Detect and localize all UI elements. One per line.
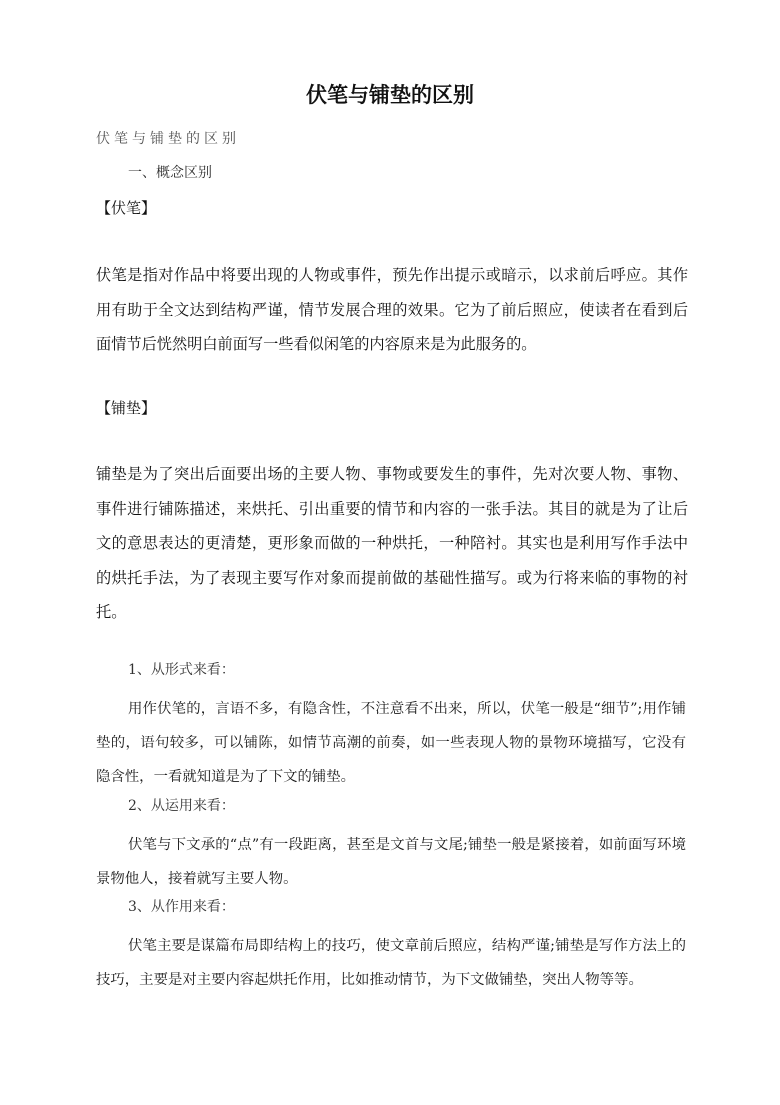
heading-fubi: 【伏笔】 bbox=[96, 199, 157, 217]
document-title: 伏笔与铺垫的区别 bbox=[306, 83, 474, 107]
heading-pudian: 【铺垫】 bbox=[96, 399, 157, 417]
paragraph-compare-form: 用作伏笔的，言语不多，有隐含性，不注意看不出来，所以，伏笔一般是“细节”;用作铺垫的，语句较多，可以铺陈，如情节高潮的前奏，如一些表现人物的景物环境描写，它没有隐含性，一看就知道是为了下文的铺垫。 bbox=[96, 701, 686, 785]
document-subtitle: 伏笔与铺垫的区别 bbox=[96, 131, 240, 147]
paragraph-pudian: 铺垫是为了突出后面要出场的主要人物、事物或要发生的事件，先对次要人物、事物、事件进行铺陈描述，来烘托、引出重要的情节和内容的一张手法。其目的就是为了让后文的意思表达的更清楚，更形象而做的一种烘托，一种陪衬。其实也是利用写作手法中的烘托手法，为了表现主要写作对象而提前做的基础性描写。或为行将来临的事物的衬托。 bbox=[96, 466, 688, 621]
paragraph-compare-function: 伏笔主要是谋篇布局即结构上的技巧，使文章前后照应，结构严谨;铺垫是写作方法上的技巧，主要是对主要内容起烘托作用，比如推动情节，为下文做铺垫，突出人物等等。 bbox=[96, 938, 686, 988]
paragraph-compare-usage: 伏笔与下文承的“点”有一段距离，甚至是文首与文尾;铺垫一般是紧接着，如前面写环境景物他人，接着就写主要人物。 bbox=[96, 837, 686, 887]
heading-compare-usage: 2、从运用来看： bbox=[128, 798, 235, 814]
heading-compare-function: 3、从作用来看： bbox=[128, 899, 235, 915]
section-heading-concept: 一、概念区别 bbox=[128, 165, 212, 181]
heading-compare-form: 1、从形式来看： bbox=[128, 662, 235, 678]
paragraph-fubi: 伏笔是指对作品中将要出现的人物或事件，预先作出提示或暗示，以求前后呼应。其作用有助于全文达到结构严谨，情节发展合理的效果。它为了前后照应，使读者在看到后面情节后恍然明白前面写一些看似闲笔的内容原来是为此服务的。 bbox=[96, 267, 688, 353]
